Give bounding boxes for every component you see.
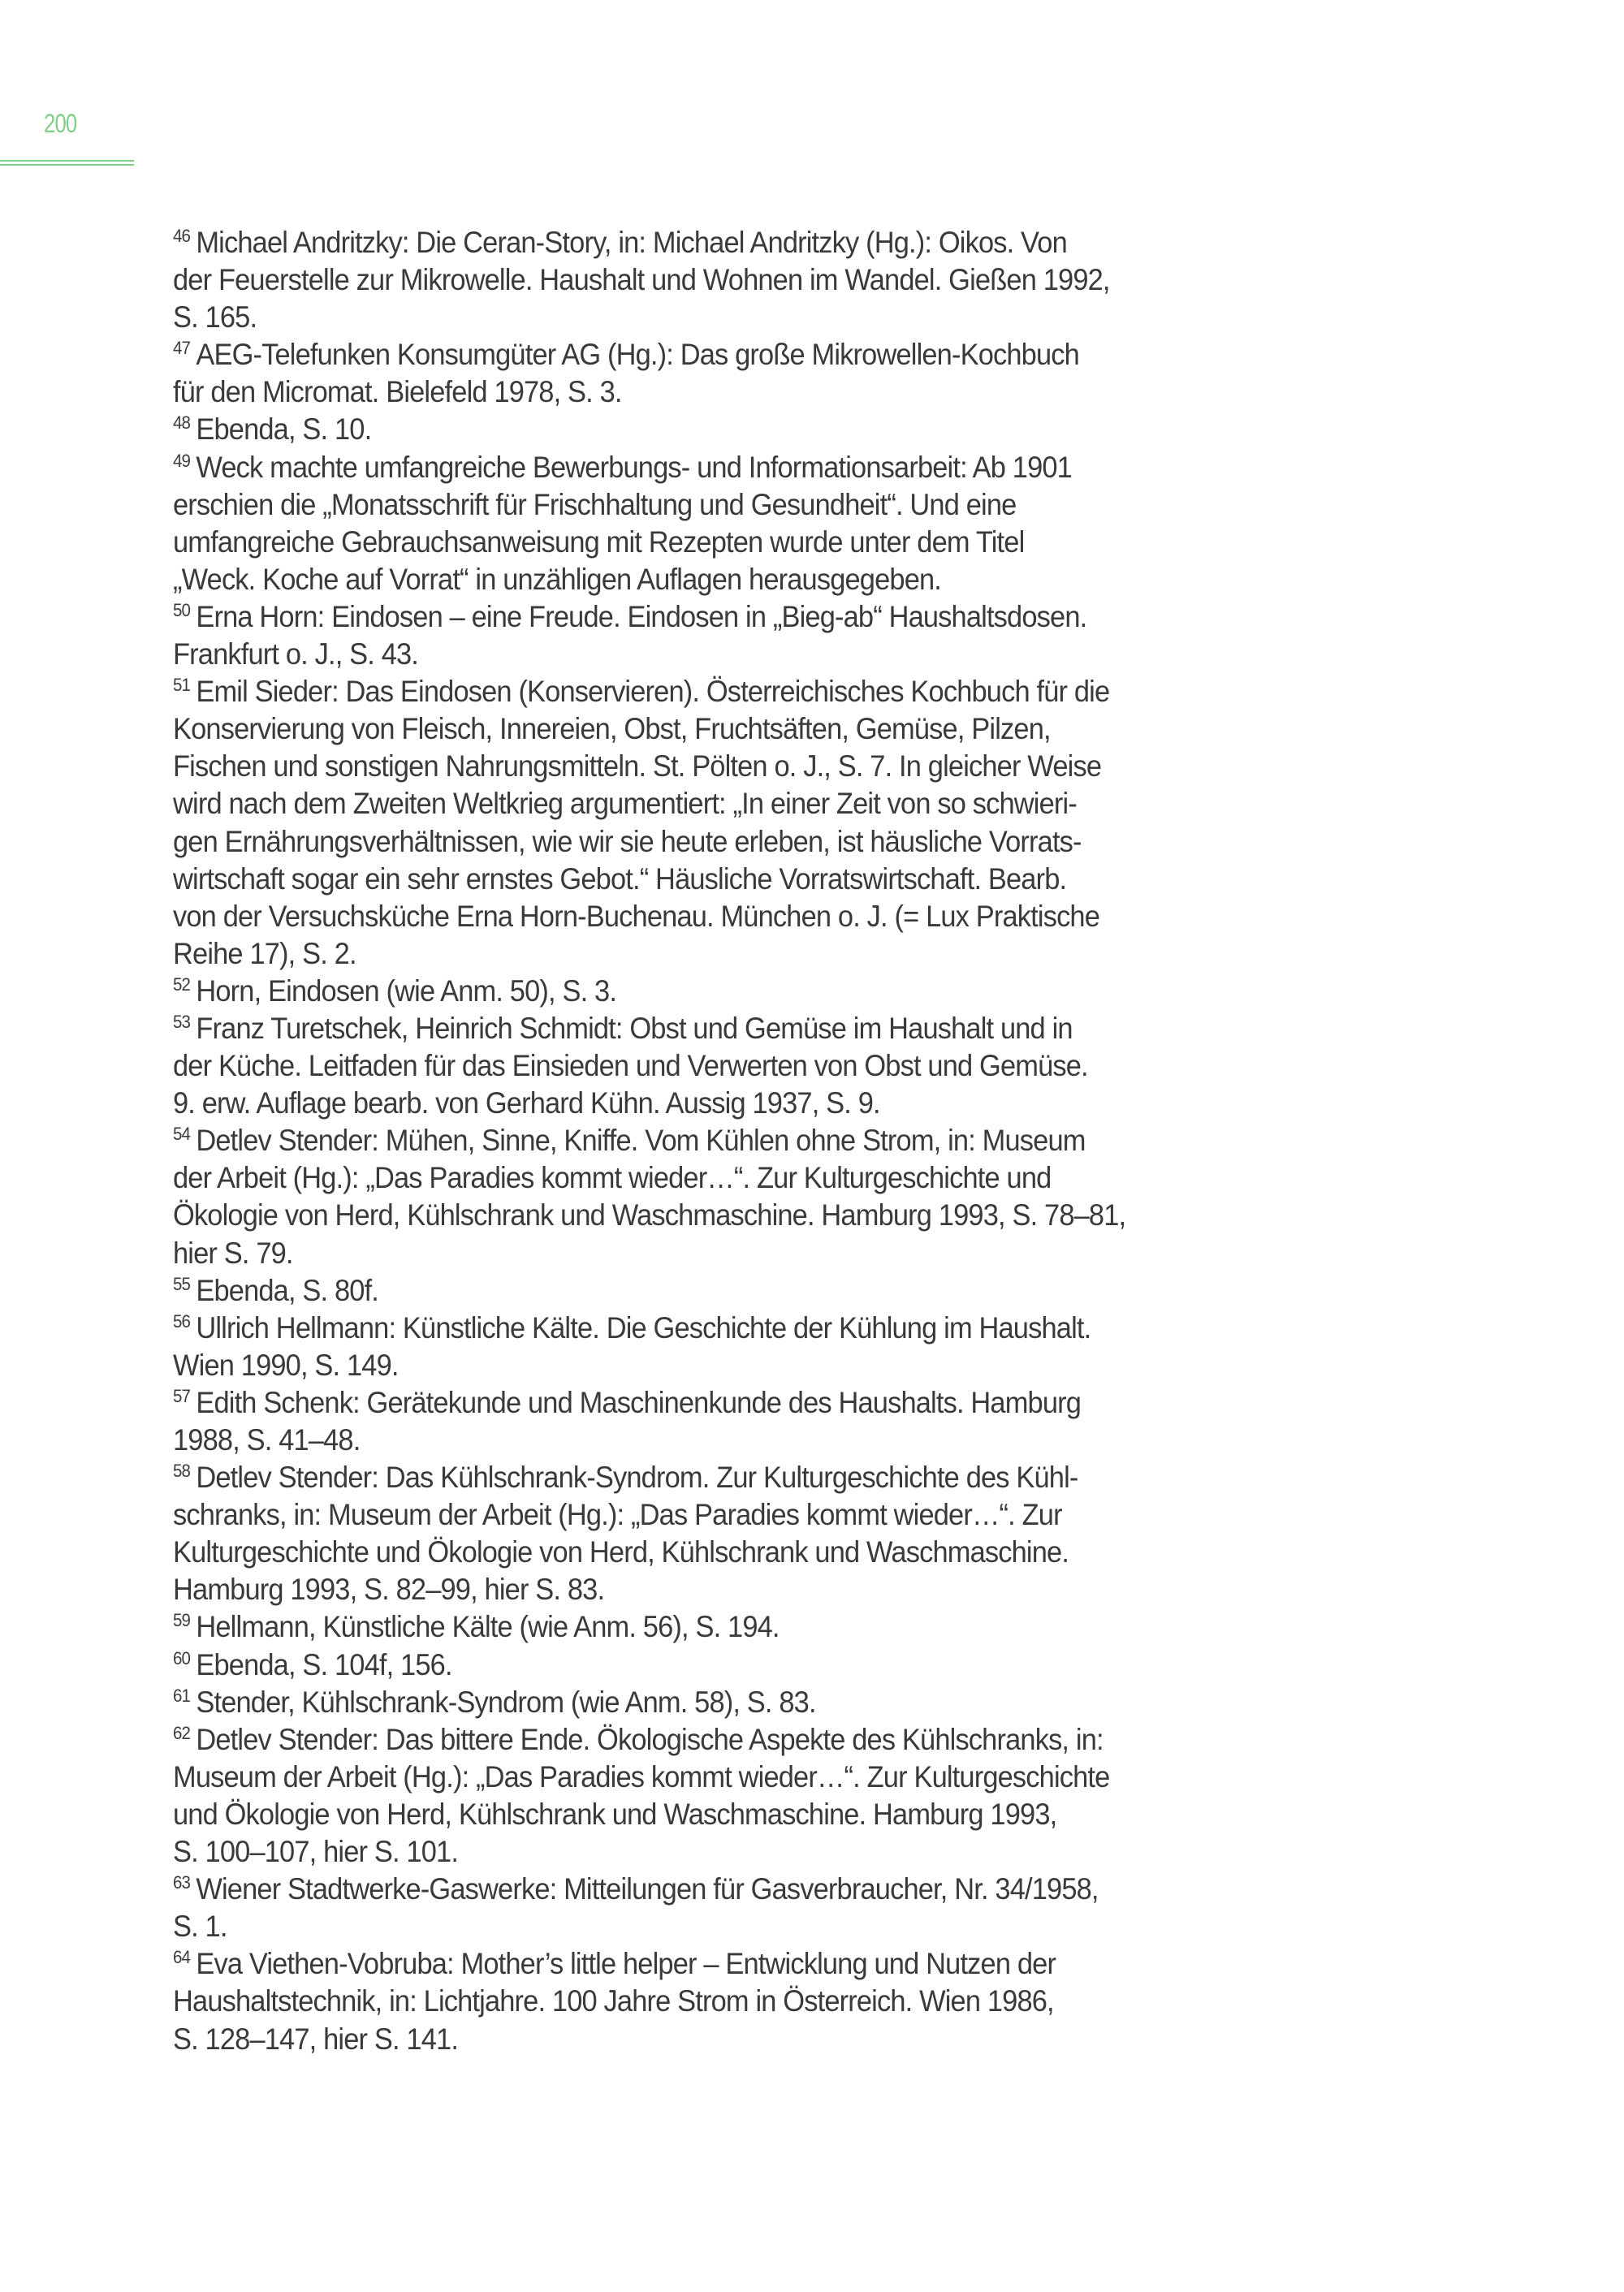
footnote-text: Hellmann, Künstliche Kälte (wie Anm. 56), S. 194.: [196, 1610, 780, 1644]
footnote-61: [173, 1684, 1277, 1721]
footnote-line: [173, 1833, 1200, 1871]
footnote-62: [173, 1721, 1277, 1871]
footnote-text: der Küche. Leitfaden für das Einsieden und Verwerten von Obst und Gemüse.: [173, 1049, 1088, 1083]
footnote-text: Museum der Arbeit (Hg.): „Das Paradies kommt wieder…“. Zur Kulturgeschichte: [173, 1759, 1110, 1793]
footnote-text: Ebenda, S. 10.: [196, 412, 372, 447]
footnote-number: 56: [173, 1310, 190, 1332]
footnote-line: [173, 1422, 1200, 1459]
footnote-text: Wien 1990, S. 149.: [173, 1348, 399, 1382]
footnote-number: 47: [173, 338, 190, 359]
footnote-number: 55: [173, 1273, 190, 1294]
header-rule: [0, 160, 134, 162]
footnote-line: [173, 1384, 1200, 1422]
footnote-line: [173, 2021, 1200, 2058]
footnote-text: Fischen und sonstigen Nahrungsmitteln. St. Pölten o. J., S. 7. In gleicher Weise: [173, 749, 1102, 783]
footnote-line: [173, 1347, 1200, 1384]
footnote-line: [173, 1122, 1200, 1159]
footnote-text: Franz Turetschek, Heinrich Schmidt: Obst und Gemüse im Haushalt und in: [196, 1011, 1073, 1045]
footnote-line: [173, 710, 1200, 748]
footnote-text: Detlev Stender: Mühen, Sinne, Kniffe. Vom Kühlen ohne Strom, in: Museum: [196, 1124, 1086, 1158]
page-number: 200: [44, 109, 77, 138]
footnote-54: [173, 1122, 1277, 1271]
footnote-number: 54: [173, 1124, 190, 1145]
footnote-text: Erna Horn: Eindosen – eine Freude. Eindosen in „Bieg-ab“ Haushaltsdosen.: [196, 599, 1087, 633]
footnote-text: 9. erw. Auflage bearb. von Gerhard Kühn. Aussig 1937, S. 9.: [173, 1086, 880, 1120]
footnote-line: [173, 1796, 1200, 1833]
footnote-line: [173, 1310, 1200, 1347]
footnote-line: [173, 524, 1200, 561]
footnote-59: [173, 1608, 1277, 1646]
footnote-text: Ebenda, S. 80f.: [196, 1273, 379, 1307]
footnote-text: Michael Andritzky: Die Ceran-Story, in: Michael Andritzky (Hg.): Oikos. Von: [196, 226, 1067, 259]
footnote-line: [173, 1534, 1200, 1571]
footnote-line: [173, 636, 1200, 673]
footnote-text: Wiener Stadtwerke-Gaswerke: Mitteilungen für Gasverbraucher, Nr. 34/1958,: [196, 1872, 1099, 1906]
footnote-text: Ökologie von Herd, Kühlschrank und Waschmaschine. Hamburg 1993, S. 78–81,: [173, 1198, 1126, 1232]
footnote-46: [173, 224, 1277, 336]
footnote-text: Edith Schenk: Gerätekunde und Maschinenkunde des Haushalts. Hamburg: [196, 1385, 1082, 1419]
footnote-line: [173, 1684, 1200, 1721]
footnote-text: S. 1.: [173, 1910, 227, 1944]
footnote-text: Eva Viethen-Vobruba: Mother’s little helper – Entwicklung und Nutzen der: [196, 1947, 1056, 1981]
footnote-text: wirtschaft sogar ein sehr ernstes Gebot.“ Häusliche Vorratswirtschaft. Bearb.: [173, 861, 1067, 896]
footnote-line: [173, 1235, 1200, 1272]
footnote-line: [173, 1496, 1200, 1534]
footnote-line: [173, 373, 1200, 411]
footnote-line: [173, 1159, 1200, 1197]
footnote-text: Detlev Stender: Das Kühlschrank-Syndrom. Zur Kulturgeschichte des Kühl-: [196, 1461, 1078, 1495]
header-rule: [0, 164, 134, 166]
footnote-text: für den Micromat. Bielefeld 1978, S. 3.: [173, 375, 622, 409]
footnote-text: und Ökologie von Herd, Kühlschrank und Waschmaschine. Hamburg 1993,: [173, 1797, 1057, 1831]
footnote-63: [173, 1871, 1277, 1945]
footnote-number: 53: [173, 1011, 190, 1032]
footnotes-list: [173, 224, 1277, 2058]
footnote-line: [173, 823, 1200, 861]
footnote-text: Frankfurt o. J., S. 43.: [173, 637, 419, 671]
footnote-line: [173, 785, 1200, 822]
footnote-line: [173, 449, 1200, 486]
footnote-text: S. 128–147, hier S. 141.: [173, 2022, 459, 2056]
footnote-text: Ullrich Hellmann: Künstliche Kälte. Die Geschichte der Kühlung im Haushalt.: [196, 1310, 1091, 1345]
footnote-line: [173, 1945, 1200, 1983]
footnote-line: [173, 1272, 1200, 1310]
footnote-55: [173, 1272, 1277, 1310]
footnote-line: [173, 486, 1200, 524]
footnote-text: „Weck. Koche auf Vorrat“ in unzähligen Auflagen herausgegeben.: [173, 562, 942, 596]
footnote-number: 48: [173, 412, 190, 434]
footnote-line: [173, 1197, 1200, 1234]
footnote-line: [173, 1721, 1200, 1759]
footnote-text: S. 165.: [173, 300, 257, 335]
footnote-line: [173, 1983, 1200, 2020]
footnote-text: Hamburg 1993, S. 82–99, hier S. 83.: [173, 1573, 605, 1607]
footnote-line: [173, 1047, 1200, 1085]
footnote-47: [173, 336, 1277, 411]
footnote-number: 49: [173, 450, 190, 471]
footnote-60: [173, 1647, 1277, 1684]
footnote-line: [173, 1010, 1200, 1047]
footnote-text: erschien die „Monatsschrift für Frischhaltung und Gesundheit“. Und eine: [173, 487, 1017, 521]
footnote-line: [173, 1647, 1200, 1684]
footnote-number: 51: [173, 675, 190, 696]
footnote-line: [173, 673, 1200, 710]
footnote-text: Reihe 17), S. 2.: [173, 936, 356, 970]
footnote-line: [173, 973, 1200, 1010]
footnote-line: [173, 1871, 1200, 1908]
footnote-number: 62: [173, 1722, 190, 1743]
footnote-text: Weck machte umfangreiche Bewerbungs- und Informationsarbeit: Ab 1901: [196, 450, 1072, 484]
footnote-text: 1988, S. 41–48.: [173, 1423, 361, 1457]
footnote-line: [173, 561, 1200, 598]
footnote-52: [173, 973, 1277, 1010]
footnote-text: der Arbeit (Hg.): „Das Paradies kommt wieder…“. Zur Kulturgeschichte und: [173, 1161, 1052, 1195]
footnote-text: Horn, Eindosen (wie Anm. 50), S. 3.: [196, 973, 617, 1008]
footnote-text: Konservierung von Fleisch, Innereien, Obst, Fruchtsäften, Gemüse, Pilzen,: [173, 712, 1051, 746]
footnote-50: [173, 598, 1277, 673]
footnote-number: 46: [173, 226, 190, 246]
footnote-line: [173, 261, 1200, 299]
footnote-text: S. 100–107, hier S. 101.: [173, 1835, 459, 1869]
footnote-line: [173, 224, 1200, 261]
footnote-53: [173, 1010, 1277, 1122]
footnote-line: [173, 1908, 1200, 1945]
footnote-text: der Feuerstelle zur Mikrowelle. Haushalt und Wohnen im Wandel. Gießen 1992,: [173, 263, 1110, 297]
footnote-line: [173, 411, 1200, 448]
footnote-number: 64: [173, 1947, 190, 1968]
footnote-line: [173, 748, 1200, 785]
footnote-text: Detlev Stender: Das bittere Ende. Ökologische Aspekte des Kühlschranks, in:: [196, 1722, 1104, 1756]
footnote-57: [173, 1384, 1277, 1459]
footnote-line: [173, 861, 1200, 898]
footnote-48: [173, 411, 1277, 448]
footnote-49: [173, 449, 1277, 598]
footnote-text: von der Versuchsküche Erna Horn-Buchenau. München o. J. (= Lux Praktische: [173, 899, 1100, 933]
footnote-number: 60: [173, 1647, 190, 1668]
footnote-number: 52: [173, 973, 190, 995]
footnote-text: wird nach dem Zweiten Weltkrieg argumentiert: „In einer Zeit von so schwieri-: [173, 787, 1077, 821]
footnote-text: Emil Sieder: Das Eindosen (Konservieren). Österreichisches Kochbuch für die: [196, 675, 1110, 709]
footnote-text: Kulturgeschichte und Ökologie von Herd, Kühlschrank und Waschmaschine.: [173, 1535, 1069, 1569]
footnote-line: [173, 1085, 1200, 1122]
footnote-text: schranks, in: Museum der Arbeit (Hg.): „Das Paradies kommt wieder…“. Zur: [173, 1498, 1062, 1532]
footnote-58: [173, 1459, 1277, 1608]
footnote-line: [173, 336, 1200, 373]
footnote-text: AEG-Telefunken Konsumgüter AG (Hg.): Das große Mikrowellen-Kochbuch: [196, 338, 1079, 372]
footnote-line: [173, 935, 1200, 973]
footnote-line: [173, 1759, 1200, 1796]
footnote-number: 58: [173, 1461, 190, 1482]
footnote-number: 59: [173, 1610, 190, 1631]
footnote-text: Haushaltstechnik, in: Lichtjahre. 100 Jahre Strom in Österreich. Wien 1986,: [173, 1984, 1054, 2018]
footnote-number: 50: [173, 599, 190, 620]
footnote-text: hier S. 79.: [173, 1236, 293, 1270]
footnote-text: umfangreiche Gebrauchsanweisung mit Rezepten wurde unter dem Titel: [173, 524, 1025, 559]
footnote-64: [173, 1945, 1277, 2057]
footnote-number: 57: [173, 1385, 190, 1406]
footnote-number: 61: [173, 1685, 190, 1706]
footnote-text: Stender, Kühlschrank-Syndrom (wie Anm. 58), S. 83.: [196, 1685, 816, 1719]
footnote-56: [173, 1310, 1277, 1384]
footnote-line: [173, 1459, 1200, 1496]
footnote-line: [173, 898, 1200, 935]
footnote-line: [173, 598, 1200, 636]
footnote-line: [173, 299, 1200, 336]
footnote-line: [173, 1571, 1200, 1608]
footnote-text: Ebenda, S. 104f, 156.: [196, 1647, 452, 1681]
footnote-text: gen Ernährungsverhältnissen, wie wir sie heute erleben, ist häusliche Vorrats-: [173, 824, 1082, 858]
footnote-number: 63: [173, 1872, 190, 1893]
footnote-51: [173, 673, 1277, 973]
footnote-line: [173, 1608, 1200, 1646]
